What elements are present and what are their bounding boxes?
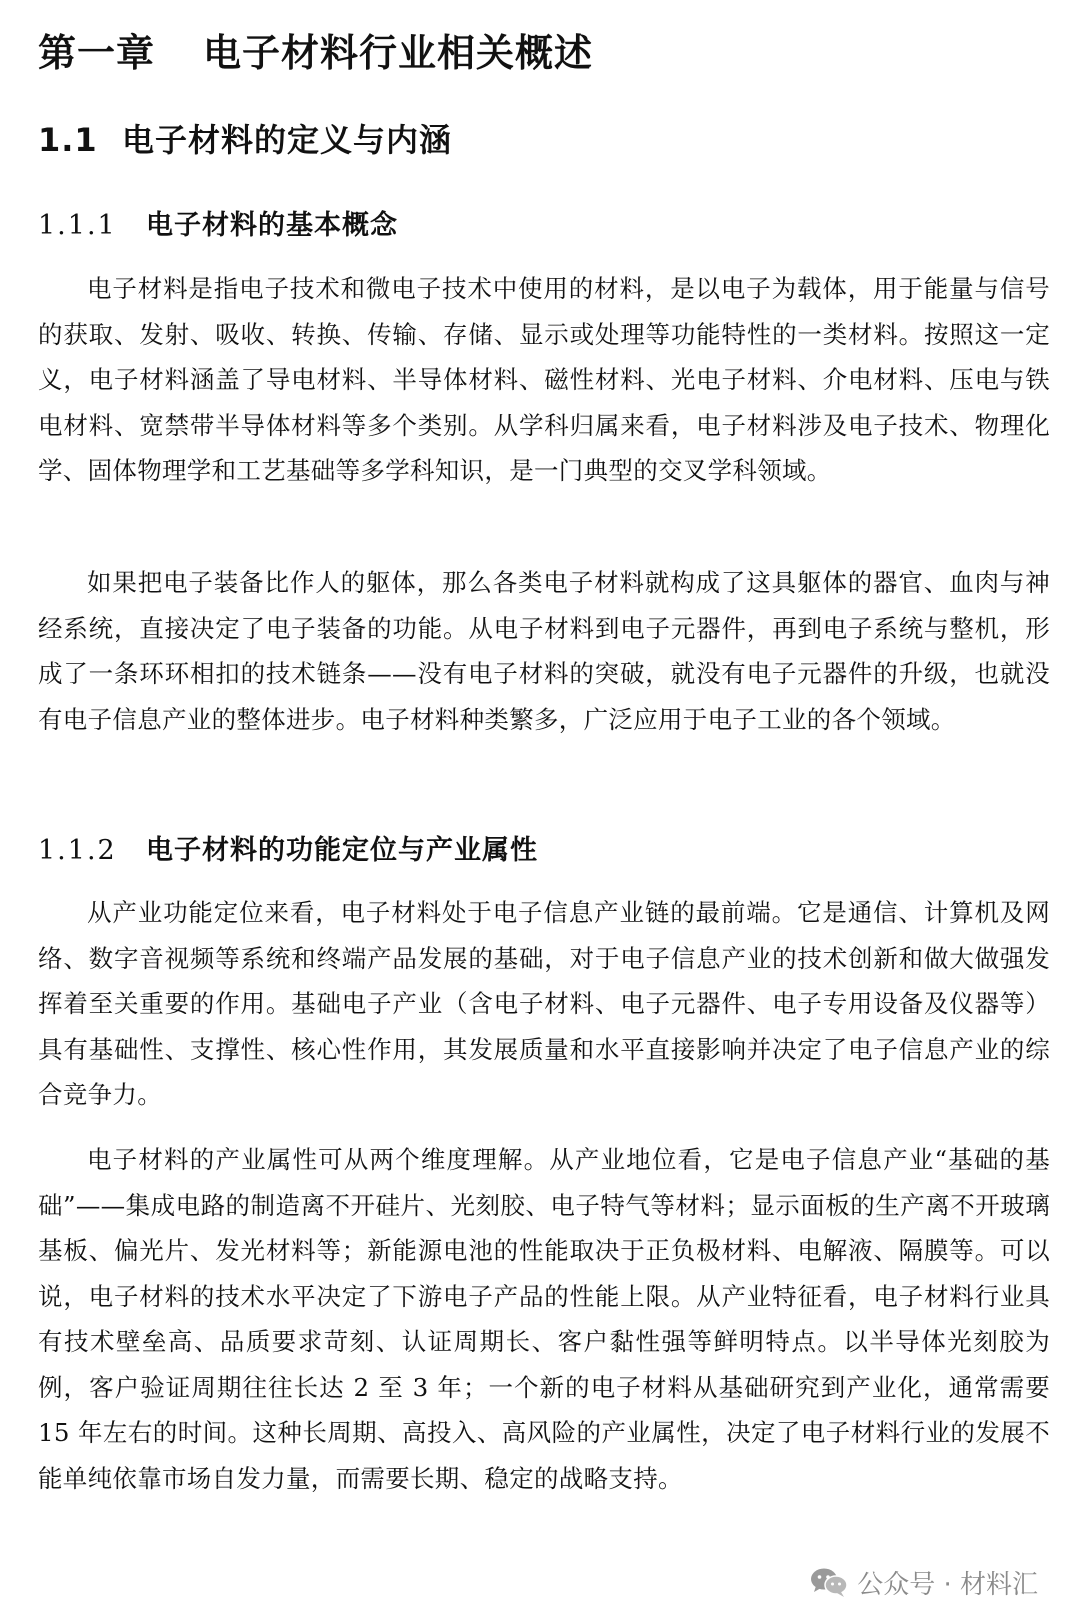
chapter-title [38,22,593,77]
section-title-text: 电子材料的定义与内涵 [122,121,453,159]
watermark-text: 公众号 · 材料汇 [857,1569,1038,1600]
paragraph-analogy: 如果把电子装备比作人的躯体，那么各类电子材料就构成了这具躯体的器官、血肉与神经系统，直接决定了电子装备的功能。从电子材料到电子元器件，再到电子系统与整机，形成了一条环环相扣的技术链条——没有电子材料的突破，就没有电子元器件的升级，也就没有电子信息产业的整体进步。电子材料种类繁多，广泛应用于电子工业的各个领域。 [38,568,1050,734]
chapter-number: 第一章 [38,31,156,75]
paragraph-positioning: 从产业功能定位来看，电子材料处于电子信息产业链的最前端。它是通信、计算机及网络、数字音视频等系统和终端产品发展的基础，对于电子信息产业的技术创新和做大做强发挥着至关重要的作用。基础电子产业（含电子材料、电子元器件、电子专用设备及仪器等）具有基础性、支撑性、核心性作用，其发展质量和水平直接影响并决定了电子信息产业的综合竞争力。 [38,898,1050,1109]
paragraph-definition: 电子材料是指电子技术和微电子技术中使用的材料，是以电子为载体，用于能量与信号的获取、发射、吸收、转换、传输、存储、显示或处理等功能特性的一类材料。按照这一定义，电子材料涵盖了导电材料、半导体材料、磁性材料、光电子材料、介电材料、压电与铁电材料、宽禁带半导体材料等多个类别。从学科归属来看，电子材料涉及电子技术、物理化学、固体物理学和工艺基础等多学科知识，是一门典型的交叉学科领域。 [38,274,1050,485]
subsection-title-1-1-1 [38,203,398,242]
section-number: 1.1 [38,121,98,159]
subsection-number: 1.1.2 [38,835,117,866]
subsection-title-text: 电子材料的功能定位与产业属性 [146,835,538,866]
paragraph-industry-attributes: 电子材料的产业属性可从两个维度理解。从产业地位看，它是电子信息产业“基础的基础”——集成电路的制造离不开硅片、光刻胶、电子特气等材料；显示面板的生产离不开玻璃基板、偏光片、发光材料等；新能源电池的性能取决于正负极材料、电解液、隔膜等。可以说，电子材料的技术水平决定了下游电子产品的性能上限。从产业特征看，电子材料行业具有技术壁垒高、品质要求苛刻、认证周期长、客户黏性强等鲜明特点。以半导体光刻胶为例，客户验证周期往往长达 2 至 3 年；一个新的电子材料从基础研究到产业化，通常需要 15 年左右的时间。这种长周期、高投入、高风险的产业属性，决定了电子材料行业的发展不能单纯依靠市场自发力量，而需要长期、稳定的战略支持。 [38,1145,1050,1493]
subsection-number: 1.1.1 [38,210,117,241]
section-title [38,115,452,161]
subsection-title-text: 电子材料的基本概念 [146,210,398,241]
wechat-icon [809,1566,849,1598]
chapter-title-text: 电子材料行业相关概述 [203,31,594,75]
watermark [809,1562,1038,1602]
subsection-title-1-1-2 [38,828,538,867]
